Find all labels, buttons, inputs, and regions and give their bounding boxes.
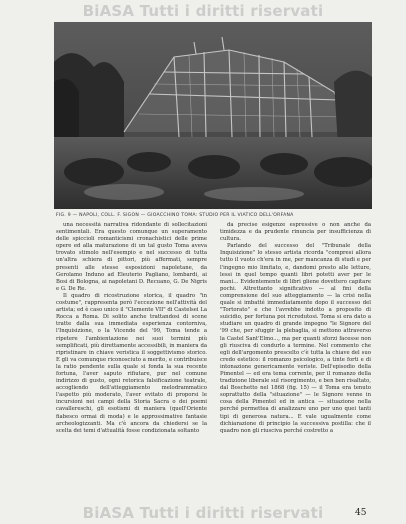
figure-caption: FIG. 9 — NAPOLI, COLL. F. SIGON — GIOACCHINO TOMA: STUDIO PER IL VIATICO DELL'ORFANA: [56, 213, 294, 218]
figure-photo: [54, 22, 372, 209]
paragraph: Il quadro di ricostruzione storica, il quadro "in costume", rappresenta però l'eccezione nell'attività del artista; ed è caso unico il "Clemente VII" di Castelsei La Rocca a Roma. Di solito anche trattandosi di scene tratte dalla sua immediata esperienza contorniva, l'Inquisizione, o la Vicende del '99, Toma tende a ripetere l'ambientazione nei suoi termini più semplificati, più direttamente accessibili, in maniera da ripristinare in chiave veristica il soggettivismo storico. E gli va comunque riconosciuto a merito, e contribuisce la ratio pendente sulla quale si fonda la sua recente fortuna, l'aver saputo rifiutare, pur nel comune indirizzo di gusto, ogni retorica falsificazione teatrale, accogliendo dell'atteggiamento melodrammatico l'aspetto più moderato, l'aver evitato di proporsi le incursioni nei campi della Storia Sacra o dei poemi cavallereschi, gli esotismi di maniera (quell'Oriente fiabesco ormai di moda) e le approssimative fantasie archeologizzanti. Ma c'è ancora da chiedersi se la scelta dei temi d'attualità fosse condizionata soltanto: [56, 292, 207, 434]
text-column-left: [56, 222, 207, 506]
text-column-right: [220, 222, 371, 506]
paragraph: da precise esigenze espressive o non anche da timidezza e da prudente rinuncia per insufficienza di cultura.: [220, 222, 371, 243]
page-number: 45: [355, 508, 367, 518]
watermark-top: BiASA Tutti i diritti riservati: [82, 2, 324, 20]
greenhouse-sketch-image: [54, 22, 372, 209]
watermark-bottom: BiASA Tutti i diritti riservati: [82, 504, 324, 522]
paragraph: una necessità narrativa ridondante di sollecitazioni sentimentali. Era questo comunque un superamento delle spiccioli romanticismi cronachistici delle prime opere ed alla maturazione di un tal gusto Toma aveva trovato stimolo nell'esempio e nel successo di tutta un'altra schiera di pittori, più affermati, sempre presenti alle stesse esposizioni napoletane, da Gerolamo Induno ad Eleuterio Pagliano, lombardi, ai Bosi di Bologna, ai napoletani D. Recuano, G. De Nigris e G. De Re.: [56, 222, 207, 292]
paragraph: Parlando del successo del "Tribunale della Inquisizione" lo stesso artista ricorda "compresi allora tutto il vuoto ch'era in me, per mancanza di studi e per l'ingegno mio limitato, e, dandomi presto alle letture, lessi in quel tempo quanti libri potetti aver per le mani... Evidentemente di libri gliene dovettero capitare pochi. Altrettanto significativo — al fini della comprensione del suo atteggiamento — la crisi nella quale si imbatté immediatamente dopo il successo del "Tortorato" e che l'avrebbe indotto a proposito di suicidio, per fortuna poi ricredutosi. Toma si era dato a studiare un quadro di grande impegno "le Signore del '99 che, per sfuggir la plebaglia, si mettono attraverso la Castel Sant'Elmo..., ma per quanti sforzi facesse non gli riusciva di condurlo a termine. Nel commento che egli dell'argomento prescelto c'è tutta la chiave del suo credo estetico: il romanzo psicologico, a tinte forti e di intonazione genericamente veriste. Dell'episodio della Pimentel — ed era tema corrente, per il romanzo della tradizione liberale sul risorgimento, e ben ben risaltato, dal Boschetto nel 1868 (fig. 15) — il Toma era tenuto soprattutto della "situazione" — le Signore venne in cosa della Pimentel ed in antica — situazione nella perché permettea di analizzare uno per uno quei tanti tipi di generosa natura... E vale ugualmente come dichiarazione di principio la successiva postilla: che il quadro non gli riusciva perché costretto a: [220, 243, 371, 434]
